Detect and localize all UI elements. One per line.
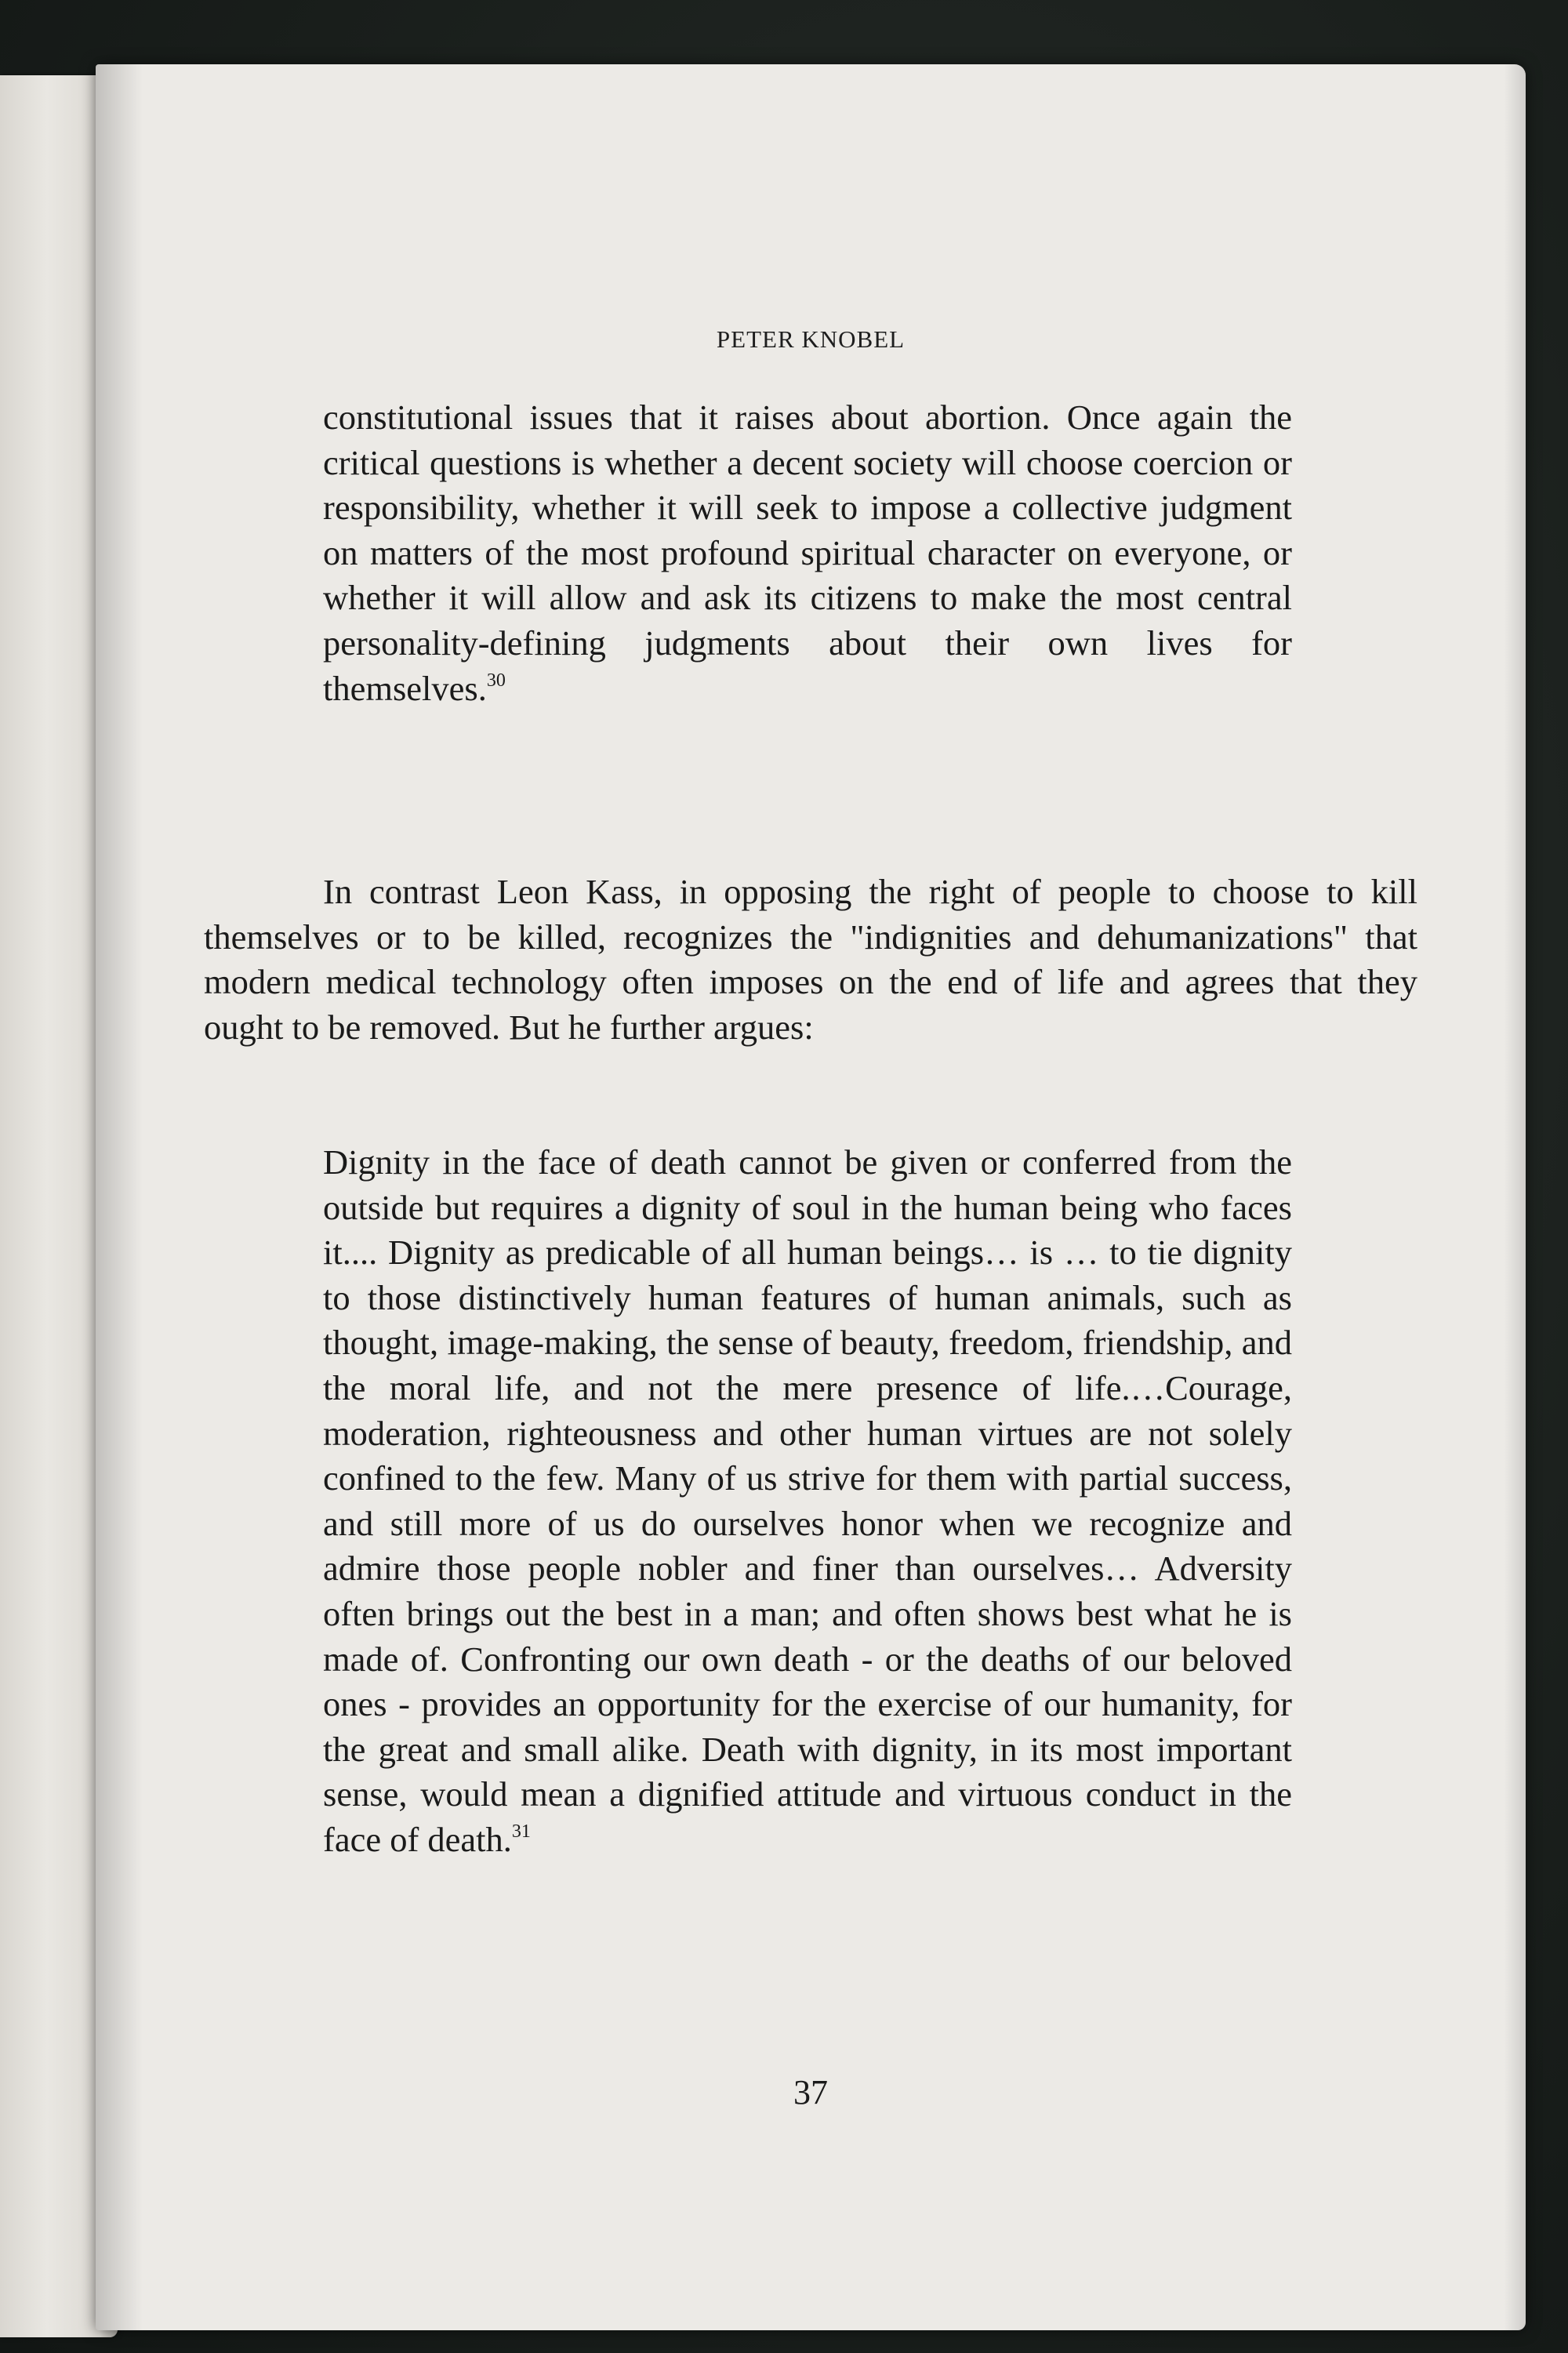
block-quote-dignity	[323, 1140, 1292, 1863]
block-quote-2-text: Dignity in the face of death cannot be given or conferred from the outside but requires a dignity of soul in the human being who faces it.... Dignity as predicable of all human beings… is … to tie dignity to those distinctively human features of human animals, such as thought, image-making, the sense of beauty, freedom, friendship, and the moral life, and not the mere presence of life.…Courage, moderation, righteousness and other human virtues are not solely confined to the few. Many of us strive for them with partial success, and still more of us do ourselves honor when we recognize and admire those people nobler and finer than ourselves… Adversity often brings out the best in a man; and often shows best what he is made of. Confronting our own death - or the deaths of our beloved ones - provides an opportunity for the exercise of our humanity, for the great and small alike. Death with dignity, in its most important sense, would mean a dignified attitude and virtuous conduct in the face of death.	[323, 1142, 1292, 1859]
body-paragraph	[204, 870, 1417, 1050]
page-number: 37	[793, 2073, 828, 2112]
book-page	[96, 64, 1526, 2330]
footnote-ref-31: 31	[511, 1821, 531, 1842]
block-quote-1-text: constitutional issues that it raises about abortion. Once again the critical questions is whether a decent society will choose coercion or responsibility, whether it will seek to impose a collective judgment on matters of the most profound spiritual character on everyone, or whether it will allow and ask its citizens to make the most central personality-defining judgments about their own lives for themselves.	[323, 398, 1292, 708]
body-paragraph-text: In contrast Leon Kass, in opposing the right of people to choose to kill themselves or to be killed, recognizes the "indignities and dehumanizations" that modern medical technology often imposes on the end of life and agrees that they ought to be removed. But he further argues:	[204, 872, 1417, 1047]
footnote-ref-30: 30	[486, 670, 506, 691]
block-quote-kass-dworkin	[323, 395, 1292, 711]
running-head: PETER KNOBEL	[716, 325, 906, 353]
